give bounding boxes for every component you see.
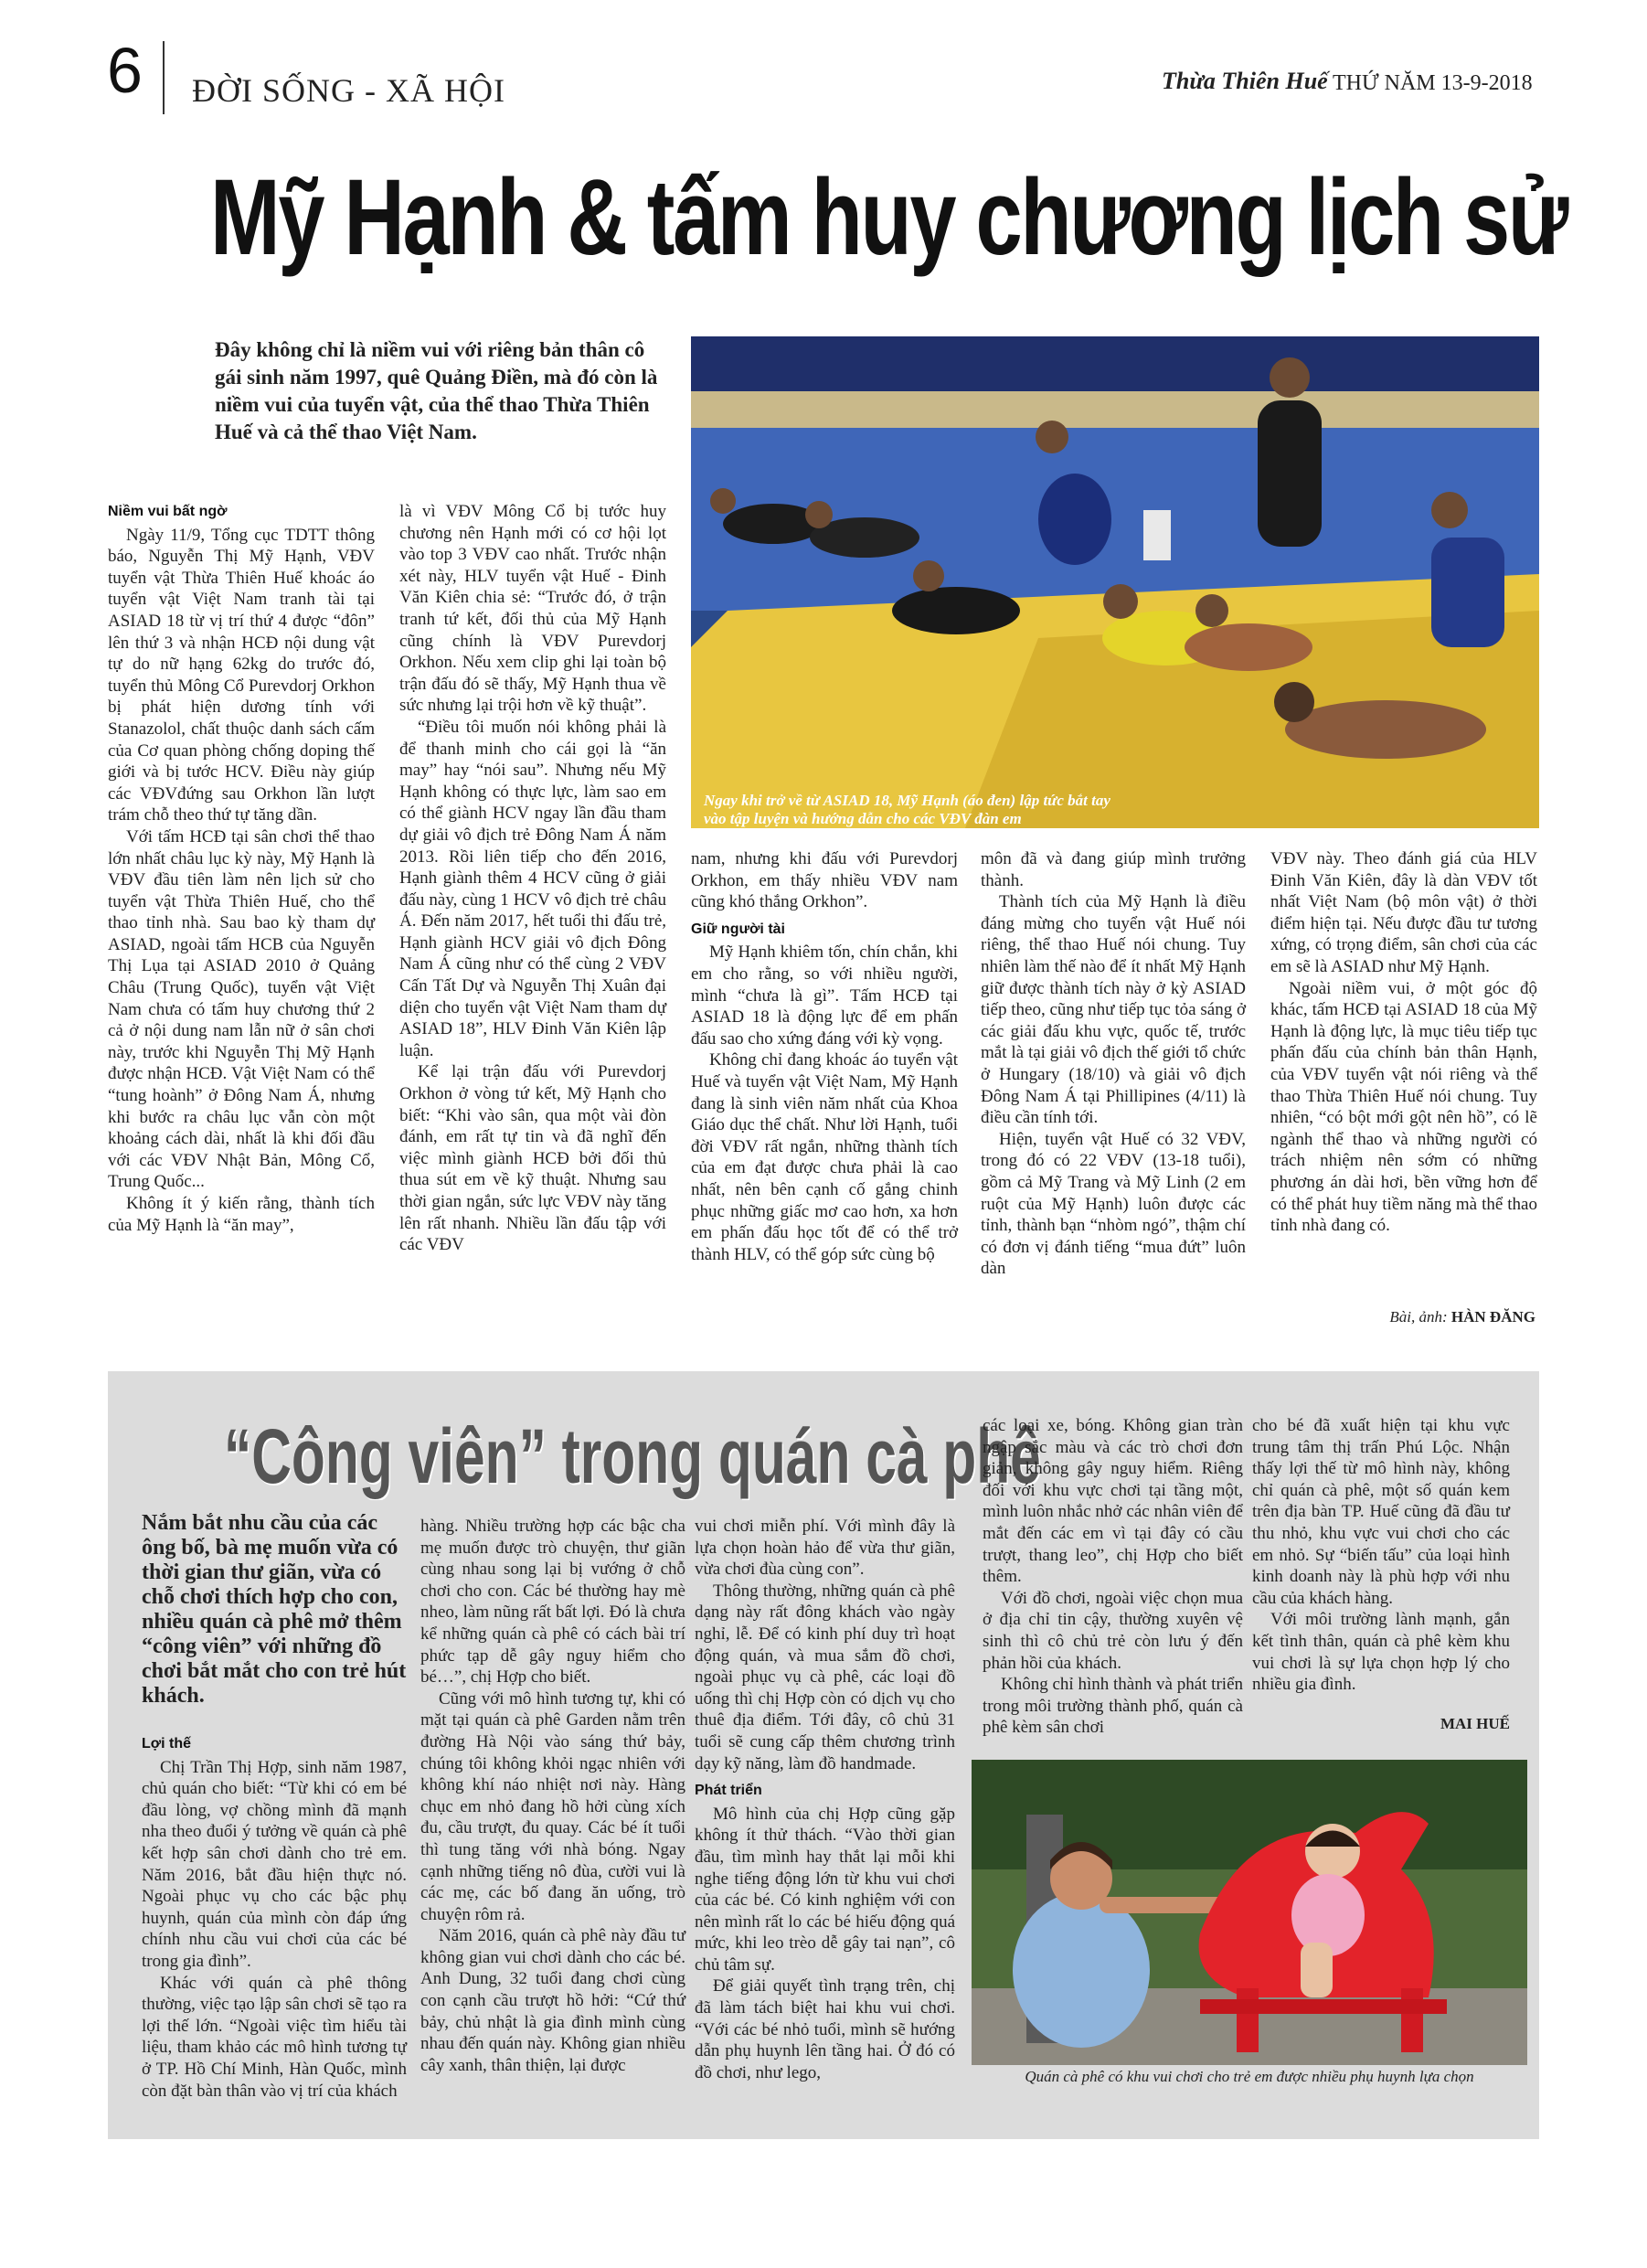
paragraph: nam, nhưng khi đấu với Purevdorj Orkhon, em thấy nhiều VĐV nam cũng khó thắng Orkhon”.: [691, 849, 958, 912]
paragraph: Với tấm HCĐ tại sân chơi thể thao lớn nhất châu lục kỳ này, Mỹ Hạnh là VĐV đầu tiên làm nên lịch sử cho tuyển vật Thừa Thiên Huế, cho thể thao tỉnh nhà. Sau bao kỳ tham dự ASIAD, ngoài tấm HCB của Nguyễn Thị Lụa tại ASIAD 2010 ở Quảng Châu (Trung Quốc), tuyển vật Việt Nam chưa có tấm huy chương thứ 2 cả ở nội dung nam lẫn nữ ở sân chơi này, trước khi Nguyễn Thị Mỹ Hạnh được nhận HCĐ. Vật Việt Nam có thể “tung hoành” ở Đông Nam Á, nhưng khi bước ra châu lục vẫn còn một khoảng cách dài, nhất là khi đối đầu với các VĐV Nhật Bản, Mông Cổ, Trung Quốc...: [108, 826, 375, 1192]
newspaper-name: Thừa Thiên Huế: [1162, 68, 1328, 94]
article1-byline: [1325, 1308, 1535, 1326]
article2-column-5: [1252, 1415, 1510, 1696]
page-number: 6: [107, 35, 143, 106]
article2-column-3: [695, 1516, 955, 2083]
article1-subhead-2: Giữ người tài: [691, 921, 785, 937]
article1-column-2: [399, 501, 666, 1256]
paragraph: Ngày 11/9, Tổng cục TDTT thông báo, Nguyễn Thị Mỹ Hạnh, VĐV tuyển vật Thừa Thiên Huế khoác áo tuyển vật Việt Nam tranh tài tại ASIAD 18 từ vị trí thứ 4 được “đôn” lên thứ 3 và nhận HCĐ nội dung vật tự do nữ hạng 62kg do trước đó, tuyển thủ Mông Cổ Purevdorj Orkhon bị phát hiện dương tính với Stanazolol, chất thuộc danh sách cấm của Cơ quan phòng chống doping thế giới và bị tước HCV. Điều này giúp các VĐVđứng sau Orkhon lần lượt trám chỗ theo thứ tự tăng dần.: [108, 525, 375, 825]
article1-headline: Mỹ Hạnh & tấm huy chương lịch sử: [210, 157, 1567, 278]
byline-prefix: Bài, ảnh:: [1389, 1308, 1451, 1326]
paragraph: Kể lại trận đấu với Purevdorj Orkhon ở vòng tứ kết, Mỹ Hạnh cho biết: “Khi vào sân, qua một vài đòn đánh, em rất tự tin và đã nghĩ đến việc mình giành HCĐ bởi đối thủ thua sút em về kỹ thuật. Nhưng sau thời gian ngắn, sức lực VĐV này tăng lên rất nhanh. Nhiều lần đấu tập với các VĐV: [399, 1062, 666, 1255]
paragraph: là vì VĐV Mông Cổ bị tước huy chương nên Hạnh mới có cơ hội lọt vào top 3 VĐV cao nhất. Trước nhận xét này, HLV tuyển vật Huế - Đinh Văn Kiên chia sẻ: “Trước đó, ở trận tranh tứ kết, đối thủ của Mỹ Hạnh cũng chính là VĐV Purevdorj Orkhon. Nếu xem clip ghi lại toàn bộ trận đấu đó sẽ thấy, Mỹ Hạnh thua về sức nhưng lại trội hơn về kỹ thuật”.: [399, 502, 666, 716]
paragraph: VĐV này. Theo đánh giá của HLV Đinh Văn Kiên, đây là dàn VĐV tốt nhất Việt Nam (bộ môn vật) ở thời điểm hiện tại. Nếu được đầu tư tương xứng, có trọng điểm, sân chơi của các em sẽ là ASIAD như Mỹ Hạnh.: [1270, 849, 1537, 976]
paragraph: hàng. Nhiều trường hợp các bậc cha mẹ muốn được trò chuyện, thư giãn cùng nhau song lại bị vướng ở chỗ chơi cho con. Các bé thường hay mè nheo, làm nũng rất bất lợi. Đó là chưa kể những quán cà phê có cách bài trí phức tạp dễ gây nguy hiểm cho bé…”, chị Hợp cho biết.: [420, 1517, 685, 1688]
issue-date: THỨ NĂM 13-9-2018: [1333, 71, 1533, 95]
article1-column-4: [981, 848, 1246, 1280]
article2-photo-caption: Quán cà phê có khu vui chơi cho trẻ em được nhiều phụ huynh lựa chọn: [1025, 2068, 1474, 2085]
paragraph: Chị Trần Thị Hợp, sinh năm 1987, chủ quán cho biết: “Từ khi có em bé đầu lòng, vợ chồng mình đã mạnh nha theo đuổi ý tưởng về quán cà phê kết hợp sân chơi dành cho trẻ em. Năm 2016, bắt đầu hiện thực nó. Ngoài phục vụ cho các bậc phụ huynh, quán của mình còn đáp ứng chính nhu cầu vui chơi của các bé trong gia đình”.: [142, 1757, 407, 1971]
paragraph: vui chơi miễn phí. Với mình đây là lựa chọn hoàn hảo để vừa thư giãn, vừa chơi đùa cùng con”.: [695, 1517, 955, 1580]
paragraph: Năm 2016, quán cà phê này đầu tư không gian vui chơi dành cho các bé. Anh Dung, 32 tuổi đang chơi cùng con cạnh cầu trượt hồ hởi: “Cứ thứ bảy, chủ nhật là gia đình mình cùng nhau đến quán này. Không gian nhiều cây xanh, thân thiện, lại được: [420, 1926, 685, 2075]
paragraph: môn đã và đang giúp mình trưởng thành.: [981, 849, 1246, 890]
paragraph: Thành tích của Mỹ Hạnh là điều đáng mừng cho tuyển vật Huế nói riêng, thể thao Huế nói chung. Tuy nhiên làm thế nào để ít nhất Mỹ Hạnh giữ được thành tích này ở kỳ ASIAD tiếp theo, cũng như tiếp tục tỏa sáng ở các giải đấu khu vực, quốc tế, trước mắt là tại giải vô địch thế giới tổ chức ở Hungary (18/10) và giải vô địch Đông Nam Á tại Phillipines (4/11) là điều cần tính tới.: [981, 892, 1246, 1128]
paragraph: Không chỉ đang khoác áo tuyển vật Huế và tuyển vật Việt Nam, Mỹ Hạnh đang là sinh viên năm nhất của Khoa Giáo dục thể chất. Như lời Hạnh, tuổi đời VĐV rất ngắn, những thành tích của em đạt được chưa phải là cao nhất, nên bên cạnh cố gắng chinh phục những giấc mơ cao hơn, xa hơn em phấn đấu học tốt để có thể trở thành HLV, có thể góp sức cùng bộ: [691, 1050, 958, 1264]
paragraph: “Điều tôi muốn nói không phải là để thanh minh cho cái gọi là “ăn may” hay “nói sau”. Nhưng nếu Mỹ Hạnh không có thực lực, làm sao em có thể giành HCV ngay lần đầu tham dự giải vô địch trẻ Đông Nam Á năm 2013. Rồi liên tiếp cho đến 2016, Hạnh giành thêm 4 HCV cũng ở giải đấu này, cùng 1 HCV vô địch trẻ châu Á. Đến năm 2017, hết tuổi thi đấu trẻ, Hạnh giành HCV giải vô địch Đông Nam Á cũng như có thể cùng 2 VĐV Cấn Tất Dự và Nguyễn Thị Xuân đại diện cho tuyển vật Việt Nam tham dự ASIAD 18”, HLV Đinh Văn Kiên lập luận.: [399, 717, 666, 1060]
paragraph: cho bé đã xuất hiện tại khu vực trung tâm thị trấn Phú Lộc. Nhận thấy lợi thế từ mô hình này, không chỉ quán cà phê, một số quán kem trên địa bàn TP. Huế cũng đã đầu tư thu nhỏ, khu vực vui chơi cho các em nhỏ. Sự “biến tấu” của loại hình kinh doanh này là phù hợp với nhu cầu của khách hàng.: [1252, 1416, 1510, 1608]
paragraph: Cũng với mô hình tương tự, khi có mặt tại quán cà phê Garden nằm trên đường Hà Nội vào sáng thứ bảy, chúng tôi không khỏi ngạc nhiên với không khí náo nhiệt nơi này. Hàng chục em nhỏ đang hồ hởi cùng xích đu, cầu trượt, đu quay. Các bé ít tuổi thì tung tăng với nhà bóng. Ngay cạnh những tiếng nô đùa, cười vui là các mẹ, các bố đang ăn uống, trò chuyện rôm rả.: [420, 1688, 685, 1924]
article1-column-5: [1270, 848, 1537, 1237]
paragraph: các loại xe, bóng. Không gian tràn ngập sắc màu và các trò chơi đơn giản, không gây nguy hiểm. Riêng đối với khu vực chơi tại tầng một, mình luôn nhắc nhở các nhân viên để mắt đến các em vì tại đây có cầu trượt, thang leo”, chị Hợp cho biết thêm.: [983, 1416, 1243, 1587]
article2-subhead-2: Phát triển: [695, 1783, 762, 1799]
article2-column-2: [420, 1516, 685, 2076]
paragraph: Thông thường, những quán cà phê dạng này rất đông khách vào ngày nghỉ, lễ. Để có kinh phí duy trì hoạt động quán, và mua sắm đồ chơi, ngoài phục vụ cà phê, các loại đồ uống thì chị Hợp còn có dịch vụ cho thuê địa điểm. Tới đây, cô chủ 31 tuổi sẽ cung cấp thêm chương trình dạy kỹ năng, làm đồ handmade.: [695, 1581, 955, 1773]
article2-subhead-1: Lợi thế: [142, 1736, 192, 1752]
paragraph: Với đồ chơi, ngoài việc chọn mua ở địa chỉ tin cậy, thường xuyên vệ sinh thì cô chủ trẻ còn lưu ý đến phản hồi của khách.: [983, 1588, 1243, 1673]
section-title: ĐỜI SỐNG - XÃ HỘI: [192, 72, 505, 109]
article1-photo: [691, 336, 1539, 828]
article2-lead: Nắm bắt nhu cầu của các ông bố, bà mẹ muốn vừa có thời gian thư giãn, vừa có chỗ chơi thích hợp cho con, nhiều quán cà phê mở thêm “công viên” với những đồ chơi bắt mắt cho con trẻ hút khách.: [142, 1511, 407, 1708]
article1-lead: Đây không chỉ là niềm vui với riêng bản thân cô gái sinh năm 1997, quê Quảng Điền, mà đó còn là niềm vui của tuyển vật, của thể thao Thừa Thiên Huế và cả thể thao Việt Nam.: [215, 338, 658, 443]
header-divider: [163, 41, 165, 114]
article1-column-3: [691, 848, 958, 1265]
article2-photo: [972, 1760, 1527, 2065]
paragraph: Hiện, tuyển vật Huế có 32 VĐV, trong đó có 22 VĐV (13-18 tuổi), gồm cả Mỹ Trang và Mỹ Linh (2 em ruột của Mỹ Hạnh) luôn được các tỉnh, thành bạn “nhòm ngó”, thậm chí có đơn vị đánh tiếng “mua đứt” luôn dàn: [981, 1129, 1246, 1279]
byline-author: HÀN ĐĂNG: [1450, 1308, 1535, 1326]
article2-headline: “Công viên” trong quán cà phê: [224, 1413, 1041, 1499]
paragraph: Không ít ý kiến rằng, thành tích của Mỹ Hạnh là “ăn may”,: [108, 1194, 375, 1235]
paragraph: Mỹ Hạnh khiêm tốn, chín chắn, khi em cho rằng, so với nhiều người, mình “chưa là gì”. Tấm HCĐ tại ASIAD 18 là động lực để em phấn đấu sao cho xứng đáng với kỳ vọng.: [691, 942, 958, 1049]
paragraph: Không chỉ hình thành và phát triển trong môi trường thành phố, quán cà phê kèm sân chơi: [983, 1675, 1243, 1738]
paragraph: Ngoài niềm vui, ở một góc độ khác, tấm HCĐ tại ASIAD 18 của Mỹ Hạnh là động lực, là mục tiêu tiếp tục phấn đấu của chính bản thân Hạnh, của VĐV tuyển vật nói riêng và thể thao Thừa Thiên Huế nói chung. Tuy nhiên, “có bột mới gột nên hồ”, có lẽ ngành thể thao và những người có trách nhiệm nên sớm có những phương án dài hơi, bền vững hơn để có thể phát huy tiềm năng mà thể thao tỉnh nhà đang có.: [1270, 978, 1537, 1236]
article1-column-1: [108, 501, 375, 1236]
article2-column-4: [983, 1415, 1243, 1739]
article1-subhead-1: Niềm vui bất ngờ: [108, 504, 228, 519]
paragraph: Khác với quán cà phê thông thường, việc tạo lập sân chơi sẽ tạo ra lợi thế lớn. “Ngoài việc tìm hiểu tài liệu, tham khảo các mô hình tương tự ở TP. Hồ Chí Minh, Hàn Quốc, mình còn đặt bàn thân vào vị trí của khách: [142, 1973, 407, 2101]
paragraph: Để giải quyết tình trạng trên, chị đã làm tách biệt hai khu vui chơi. “Với các bé nhỏ tuổi, mình sẽ hướng dẫn phụ huynh lên tầng hai. Ở đó có đồ chơi, như lego,: [695, 1976, 955, 2082]
paragraph: Mô hình của chị Hợp cũng gặp không ít thử thách. “Vào thời gian đầu, tìm mình hay thắt lại mỗi khi nghe tiếng động lớn từ khu vui chơi của các bé. Có kinh nghiệm với con nên mình rất lo các bé hiếu động quá mức, khi leo trèo dễ gây tai nạn”, cô chủ tâm sự.: [695, 1804, 955, 1975]
article1-photo-caption: Ngay khi trở về từ ASIAD 18, Mỹ Hạnh (áo đen) lập tức bắt tay vào tập luyện và hướng dẫn cho các VĐV đàn em: [704, 792, 1110, 827]
article2-column-1: [142, 1733, 407, 2102]
article2-byline: MAI HUẾ: [1440, 1715, 1510, 1732]
paragraph: Với môi trường lành mạnh, gắn kết tình thân, quán cà phê kèm khu vui chơi là sự lựa chọn hợp lý cho nhiều gia đình.: [1252, 1610, 1510, 1695]
